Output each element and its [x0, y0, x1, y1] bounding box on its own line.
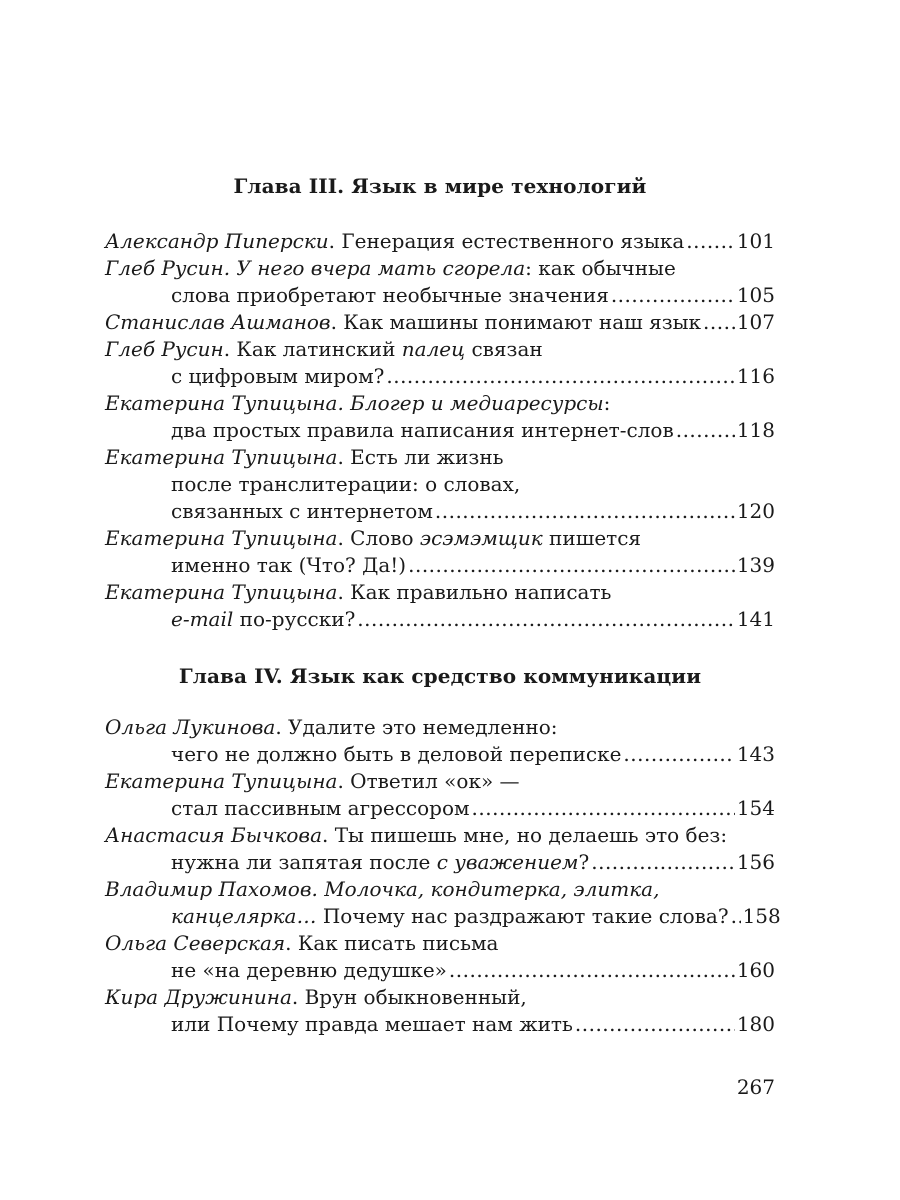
- entry-title-continued: чего не должно быть в деловой переписке: [171, 742, 622, 766]
- entry-author: Екатерина Тупицына: [105, 580, 338, 604]
- dot-leader: [676, 417, 735, 444]
- entry-title-continued: с цифровым миром?: [171, 364, 385, 388]
- entry-title: Удалите это немедленно:: [288, 715, 558, 739]
- entry-title: : как обычные: [525, 256, 676, 280]
- toc-entry: Екатерина Тупицына. Слово эсэмэмщик пишется именно так (Что? Да!) ..... 139: [105, 525, 775, 579]
- toc-entry: Глеб Русин. У него вчера мать сгорела: как обычные слова приобретают необычные значения ..... 105: [105, 255, 775, 309]
- entry-title-continued: после транслитерации: о словах,: [171, 472, 521, 496]
- toc-entry: Екатерина Тупицына. Есть ли жизнь после транслитерации: о словах, связанных с интернетом ..... 120: [105, 444, 775, 525]
- dot-leader: [731, 903, 741, 930]
- entry-title-continued: по-русски?: [233, 607, 356, 631]
- toc-entry: Екатерина Тупицына. Блогер и медиаресурсы: два простых правила написания интернет-слов ..... 118: [105, 390, 775, 444]
- toc-entry: Глеб Русин. Как латинский палец связан с цифровым миром? ..... 116: [105, 336, 775, 390]
- entry-page-number: 143: [736, 742, 775, 766]
- entry-author: Кира Дружинина: [105, 985, 292, 1009]
- dot-leader: [623, 741, 734, 768]
- entry-page-number: 160: [736, 958, 775, 982]
- entry-author: Станислав Ашманов: [105, 310, 331, 334]
- entry-title: Ответил «ок» —: [350, 769, 520, 793]
- entry-author: Анастасия Бычкова: [105, 823, 322, 847]
- chapter-4-toc: [105, 714, 781, 1038]
- dot-leader: [472, 795, 735, 822]
- entry-title-continued: именно так (Что? Да!): [171, 553, 407, 577]
- entry-page-number: 116: [736, 364, 775, 388]
- dot-leader: [386, 363, 734, 390]
- page-number: 267: [736, 1075, 775, 1099]
- dot-leader: [611, 282, 735, 309]
- entry-title-italic: канцелярка…: [171, 904, 317, 928]
- dot-leader: [591, 849, 735, 876]
- entry-author: Ольга Лукинова: [105, 715, 276, 739]
- entry-author: Владимир Пахомов: [105, 877, 312, 901]
- toc-entry: Екатерина Тупицына. Как правильно написать e-mail по-русски? ..... 141: [105, 579, 775, 633]
- entry-title: Как писать письма: [297, 931, 499, 955]
- entry-page-number: 158: [742, 904, 781, 928]
- entry-title: Врун обыкновенный,: [304, 985, 527, 1009]
- entry-page-number: 107: [736, 310, 775, 334]
- entry-title-italic: Молочка, кондитерка, элитка,: [324, 877, 660, 901]
- toc-entry: Станислав Ашманов. Как машины понимают наш язык ..... 107: [105, 309, 775, 336]
- entry-title-continued: слова приобретают необычные значения: [171, 283, 609, 307]
- toc-entry: Екатерина Тупицына. Ответил «ок» — стал пассивным агрессором ..... 154: [105, 768, 775, 822]
- toc-entry: Александр Пиперски. Генерация естественного языка ..... 101: [105, 228, 775, 255]
- entry-author: Екатерина Тупицына: [105, 391, 338, 415]
- chapter-4-title: Глава IV. Язык как средство коммуникации: [178, 664, 702, 688]
- entry-author: Александр Пиперски: [105, 229, 329, 253]
- entry-author: Екатерина Тупицына: [105, 769, 338, 793]
- dot-leader: [686, 228, 735, 255]
- entry-page-number: 118: [736, 418, 775, 442]
- entry-title-continued: или Почему правда мешает нам жить: [171, 1012, 573, 1036]
- dot-leader: [357, 606, 735, 633]
- entry-title-continued: связанных с интернетом: [171, 499, 433, 523]
- toc-entry: Ольга Лукинова. Удалите это немедленно: чего не должно быть в деловой переписке ..... 143: [105, 714, 775, 768]
- entry-title-continued: нужна ли запятая после: [171, 850, 437, 874]
- entry-title-italic: e-mail: [171, 607, 234, 631]
- dot-leader: [408, 552, 735, 579]
- entry-title: Есть ли жизнь: [350, 445, 504, 469]
- entry-title-italic: палец: [401, 337, 466, 361]
- entry-author: Екатерина Тупицына: [105, 526, 338, 550]
- entry-author: Екатерина Тупицына: [105, 445, 338, 469]
- dot-leader: [703, 309, 735, 336]
- dot-leader: [449, 957, 735, 984]
- toc-entry: Владимир Пахомов. Молочка, кондитерка, элитка, канцелярка… Почему нас раздражают такие слова? ..... 158: [105, 876, 775, 930]
- entry-title-italic: эсэмэмщик: [419, 526, 543, 550]
- dot-leader: [575, 1011, 735, 1038]
- entry-author: Глеб Русин: [105, 337, 224, 361]
- entry-page-number: 180: [736, 1012, 775, 1036]
- entry-page-number: 154: [736, 796, 775, 820]
- entry-author: Глеб Русин: [105, 256, 224, 280]
- entry-title-continued: два простых правила написания интернет-слов: [171, 418, 674, 442]
- entry-page-number: 141: [736, 607, 775, 631]
- entry-title-italic: У него вчера мать сгорела: [236, 256, 526, 280]
- entry-title-continued: не «на деревню дедушке»: [171, 958, 447, 982]
- entry-page-number: 105: [736, 283, 775, 307]
- entry-title: Как правильно написать: [350, 580, 612, 604]
- entry-page-number: 101: [736, 229, 775, 253]
- entry-page-number: 120: [736, 499, 775, 523]
- entry-page-number: 156: [736, 850, 775, 874]
- toc-entry: Кира Дружинина. Врун обыкновенный, или Почему правда мешает нам жить ..... 180: [105, 984, 775, 1038]
- chapter-3-title: Глава III. Язык в мире технологий: [233, 174, 647, 198]
- entry-title: Как машины понимают наш язык: [343, 310, 702, 334]
- toc-entry: Ольга Северская. Как писать письма не «на деревню дедушке» ..... 160: [105, 930, 775, 984]
- entry-title-italic: Блогер и медиаресурсы: [350, 391, 604, 415]
- entry-title-continued: стал пассивным агрессором: [171, 796, 470, 820]
- entry-title: Ты пишешь мне, но делаешь это без:: [334, 823, 728, 847]
- chapter-3-toc: [105, 228, 775, 633]
- entry-title-italic: с уважением: [436, 850, 579, 874]
- entry-author: Ольга Северская: [105, 931, 286, 955]
- entry-title: Генерация естественного языка: [341, 229, 685, 253]
- dot-leader: [435, 498, 735, 525]
- entry-title-continued: Почему нас раздражают такие слова?: [316, 904, 729, 928]
- toc-entry: Анастасия Бычкова. Ты пишешь мне, но делаешь это без: нужна ли запятая после с уважением? ..... 156: [105, 822, 775, 876]
- book-page: [105, 0, 781, 1200]
- entry-page-number: 139: [736, 553, 775, 577]
